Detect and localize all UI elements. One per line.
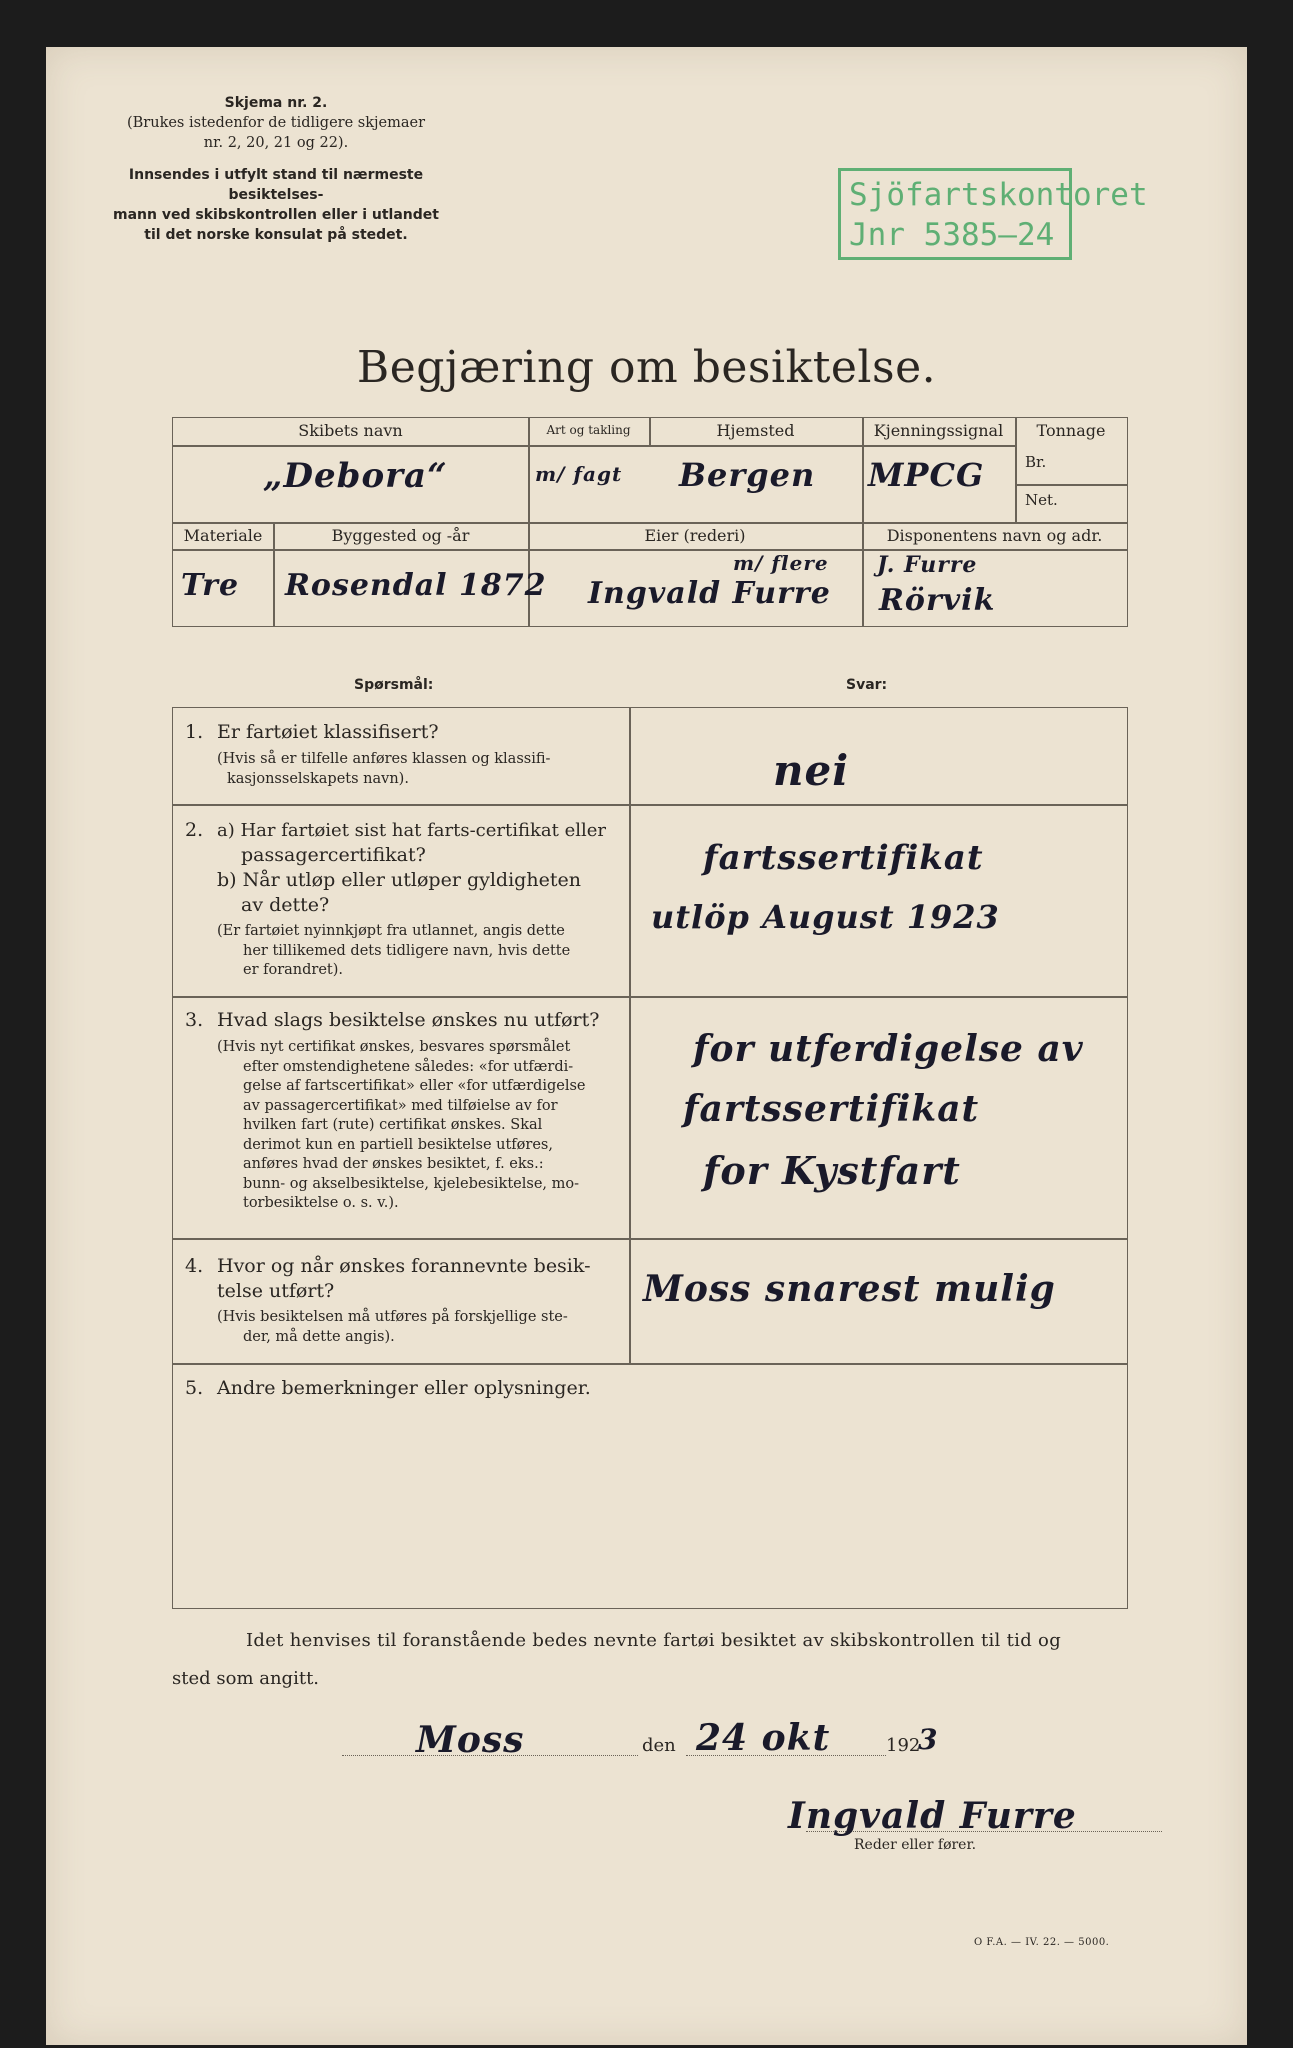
q3-text: Hvad slags besiktelse ønskes nu utført? xyxy=(217,1009,600,1031)
q3-note-line: torbesiktelse o. s. v.). xyxy=(243,1195,399,1211)
q4-note-line: der, må dette angis). xyxy=(243,1328,395,1345)
rig-value: m/ fagt xyxy=(535,462,623,486)
request-statement-2: sted som angitt. xyxy=(172,1668,320,1689)
q4-line: telse utført? xyxy=(217,1280,335,1302)
ship-info-table xyxy=(172,417,1128,627)
q3-note-line: av passagercertifikat» med tilføielse av for xyxy=(243,1097,558,1114)
q3-note xyxy=(217,1038,622,1214)
owner-extra-value: m/ flere xyxy=(733,551,829,575)
signature: Ingvald Furre xyxy=(788,1795,1077,1837)
col-call-sign: Kjenningssignal xyxy=(873,421,1004,440)
stamp-office: Sjöfartskontoret xyxy=(849,177,1148,213)
col-home-port: Hjemsted xyxy=(716,421,795,440)
col-owner: Eier (rederi) xyxy=(644,526,746,545)
print-code: O F.A. — IV. 22. — 5000. xyxy=(974,1937,1110,1948)
q4-note-line: (Hvis besiktelsen må utføres på forskjellige ste- xyxy=(217,1309,568,1325)
form-header xyxy=(86,93,466,245)
a2-answer-line1: fartssertifikat xyxy=(703,838,984,878)
q4-note xyxy=(217,1308,622,1347)
q1-number: 1. xyxy=(185,721,204,743)
q2b-line: b) Når utløp eller utløper gyldigheten xyxy=(217,869,581,891)
q5-number: 5. xyxy=(185,1377,204,1399)
a1-answer: nei xyxy=(773,746,850,795)
col-rig: Art og takling xyxy=(546,423,631,437)
q2-note-line: her tillikemed dets tidligere navn, hvis dette xyxy=(243,942,571,959)
replaces-note-2: nr. 2, 20, 21 og 22). xyxy=(203,135,349,151)
col-build-place: Byggested og -år xyxy=(331,526,470,545)
call-sign-value: MPCG xyxy=(868,456,985,494)
q1-note-line: kasjonsselskapets navn). xyxy=(227,770,409,787)
a3-answer-line3: for Kystfart xyxy=(703,1148,961,1193)
col-tonnage: Tonnage xyxy=(1036,421,1106,440)
form-number: Skjema nr. 2. xyxy=(224,95,328,111)
request-statement-1: Idet henvises til foranstående bedes nevnte fartøi besiktet av skibskontrollen til tid og xyxy=(246,1630,1062,1651)
a2-answer-line2: utlöp August 1923 xyxy=(651,898,1000,936)
date-value: 24 okt xyxy=(696,1717,831,1759)
form-sheet xyxy=(46,47,1247,2045)
q3-number: 3. xyxy=(185,1009,204,1031)
q5-text: Andre bemerkninger eller oplysninger. xyxy=(217,1377,591,1399)
q2-note-line: (Er fartøiet nyinnkjøpt fra utlannet, angis dette xyxy=(217,923,565,939)
q4-line: Hvor og når ønskes forannevnte besik- xyxy=(217,1255,591,1277)
material-value: Tre xyxy=(181,568,240,603)
a3-answer-line1: for utferdigelse av xyxy=(693,1028,1084,1070)
q1-text: Er fartøiet klassifisert? xyxy=(217,721,439,743)
q2-note-line: er forandret). xyxy=(243,962,344,978)
col-manager: Disponentens navn og adr. xyxy=(886,526,1103,545)
instruction-2: mann ved skibskontrollen eller i utlandet xyxy=(113,207,439,223)
ship-name-value: „Debora“ xyxy=(263,456,448,496)
col-ship-name: Skibets navn xyxy=(298,421,403,440)
registry-stamp xyxy=(838,168,1148,260)
instruction-1: Innsendes i utfylt stand til nærmeste besiktelses- xyxy=(128,167,424,203)
col-material: Materiale xyxy=(183,526,263,545)
q4-number: 4. xyxy=(185,1255,204,1277)
q3-note-line: gelse af fartscertifikat» eller «for utfærdigelse xyxy=(243,1078,586,1094)
a3-answer-line2: fartssertifikat xyxy=(683,1088,980,1130)
q3-note-line: hvilken fart (rute) certifikat ønskes. Skal xyxy=(243,1117,543,1133)
q2-text xyxy=(217,818,622,918)
q1-note xyxy=(217,750,622,789)
q2b-line: av dette? xyxy=(241,894,330,916)
instruction-3: til det norske konsulat på stedet. xyxy=(144,227,408,243)
date-label: den xyxy=(642,1735,676,1756)
q3-note-line: efter omstendighetene således: «for utfærdi- xyxy=(243,1058,574,1075)
q3-note-line: (Hvis nyt certifikat ønskes, besvares spørsmålet xyxy=(217,1039,571,1055)
year-suffix: 3 xyxy=(918,1723,939,1756)
questions-table xyxy=(172,707,1128,1609)
q3-note-line: derimot kun en partiell besiktelse utføres, xyxy=(243,1136,553,1153)
q2a-line: a) Har fartøiet sist hat farts-certifikat eller xyxy=(217,820,607,841)
questions-header: Spørsmål: xyxy=(354,677,434,693)
manager-address-value: Rörvik xyxy=(879,583,996,618)
q3-note-line: anføres hvad der ønskes besiktet, f. eks.: xyxy=(243,1156,544,1172)
a4-answer: Moss snarest mulig xyxy=(643,1268,1056,1310)
owner-value: Ingvald Furre xyxy=(588,576,831,611)
q3-note-line: bunn- og akselbesiktelse, kjelebesiktelse, mo- xyxy=(243,1175,580,1192)
tonnage-net-label: Net. xyxy=(1025,491,1058,509)
q1-note-line: (Hvis så er tilfelle anføres klassen og klassifi- xyxy=(217,751,551,767)
q4-text xyxy=(217,1254,622,1304)
manager-name-value: J. Furre xyxy=(877,552,978,578)
signature-label: Reder eller fører. xyxy=(854,1837,977,1853)
home-port-value: Bergen xyxy=(679,456,816,494)
q2-note xyxy=(217,922,622,981)
replaces-note-1: (Brukes istedenfor de tidligere skjemaer xyxy=(126,115,425,131)
page-title: Begjæring om besiktelse. xyxy=(356,342,937,393)
year-prefix: 192 xyxy=(886,1735,921,1756)
tonnage-gross-label: Br. xyxy=(1025,453,1047,471)
q2-number: 2. xyxy=(185,819,204,841)
build-place-value: Rosendal 1872 xyxy=(285,568,547,603)
answers-header: Svar: xyxy=(846,677,888,693)
q2a-line: passagercertifikat? xyxy=(241,844,426,866)
place-value: Moss xyxy=(416,1719,525,1761)
stamp-journal-number: Jnr 5385–24 xyxy=(849,217,1055,253)
